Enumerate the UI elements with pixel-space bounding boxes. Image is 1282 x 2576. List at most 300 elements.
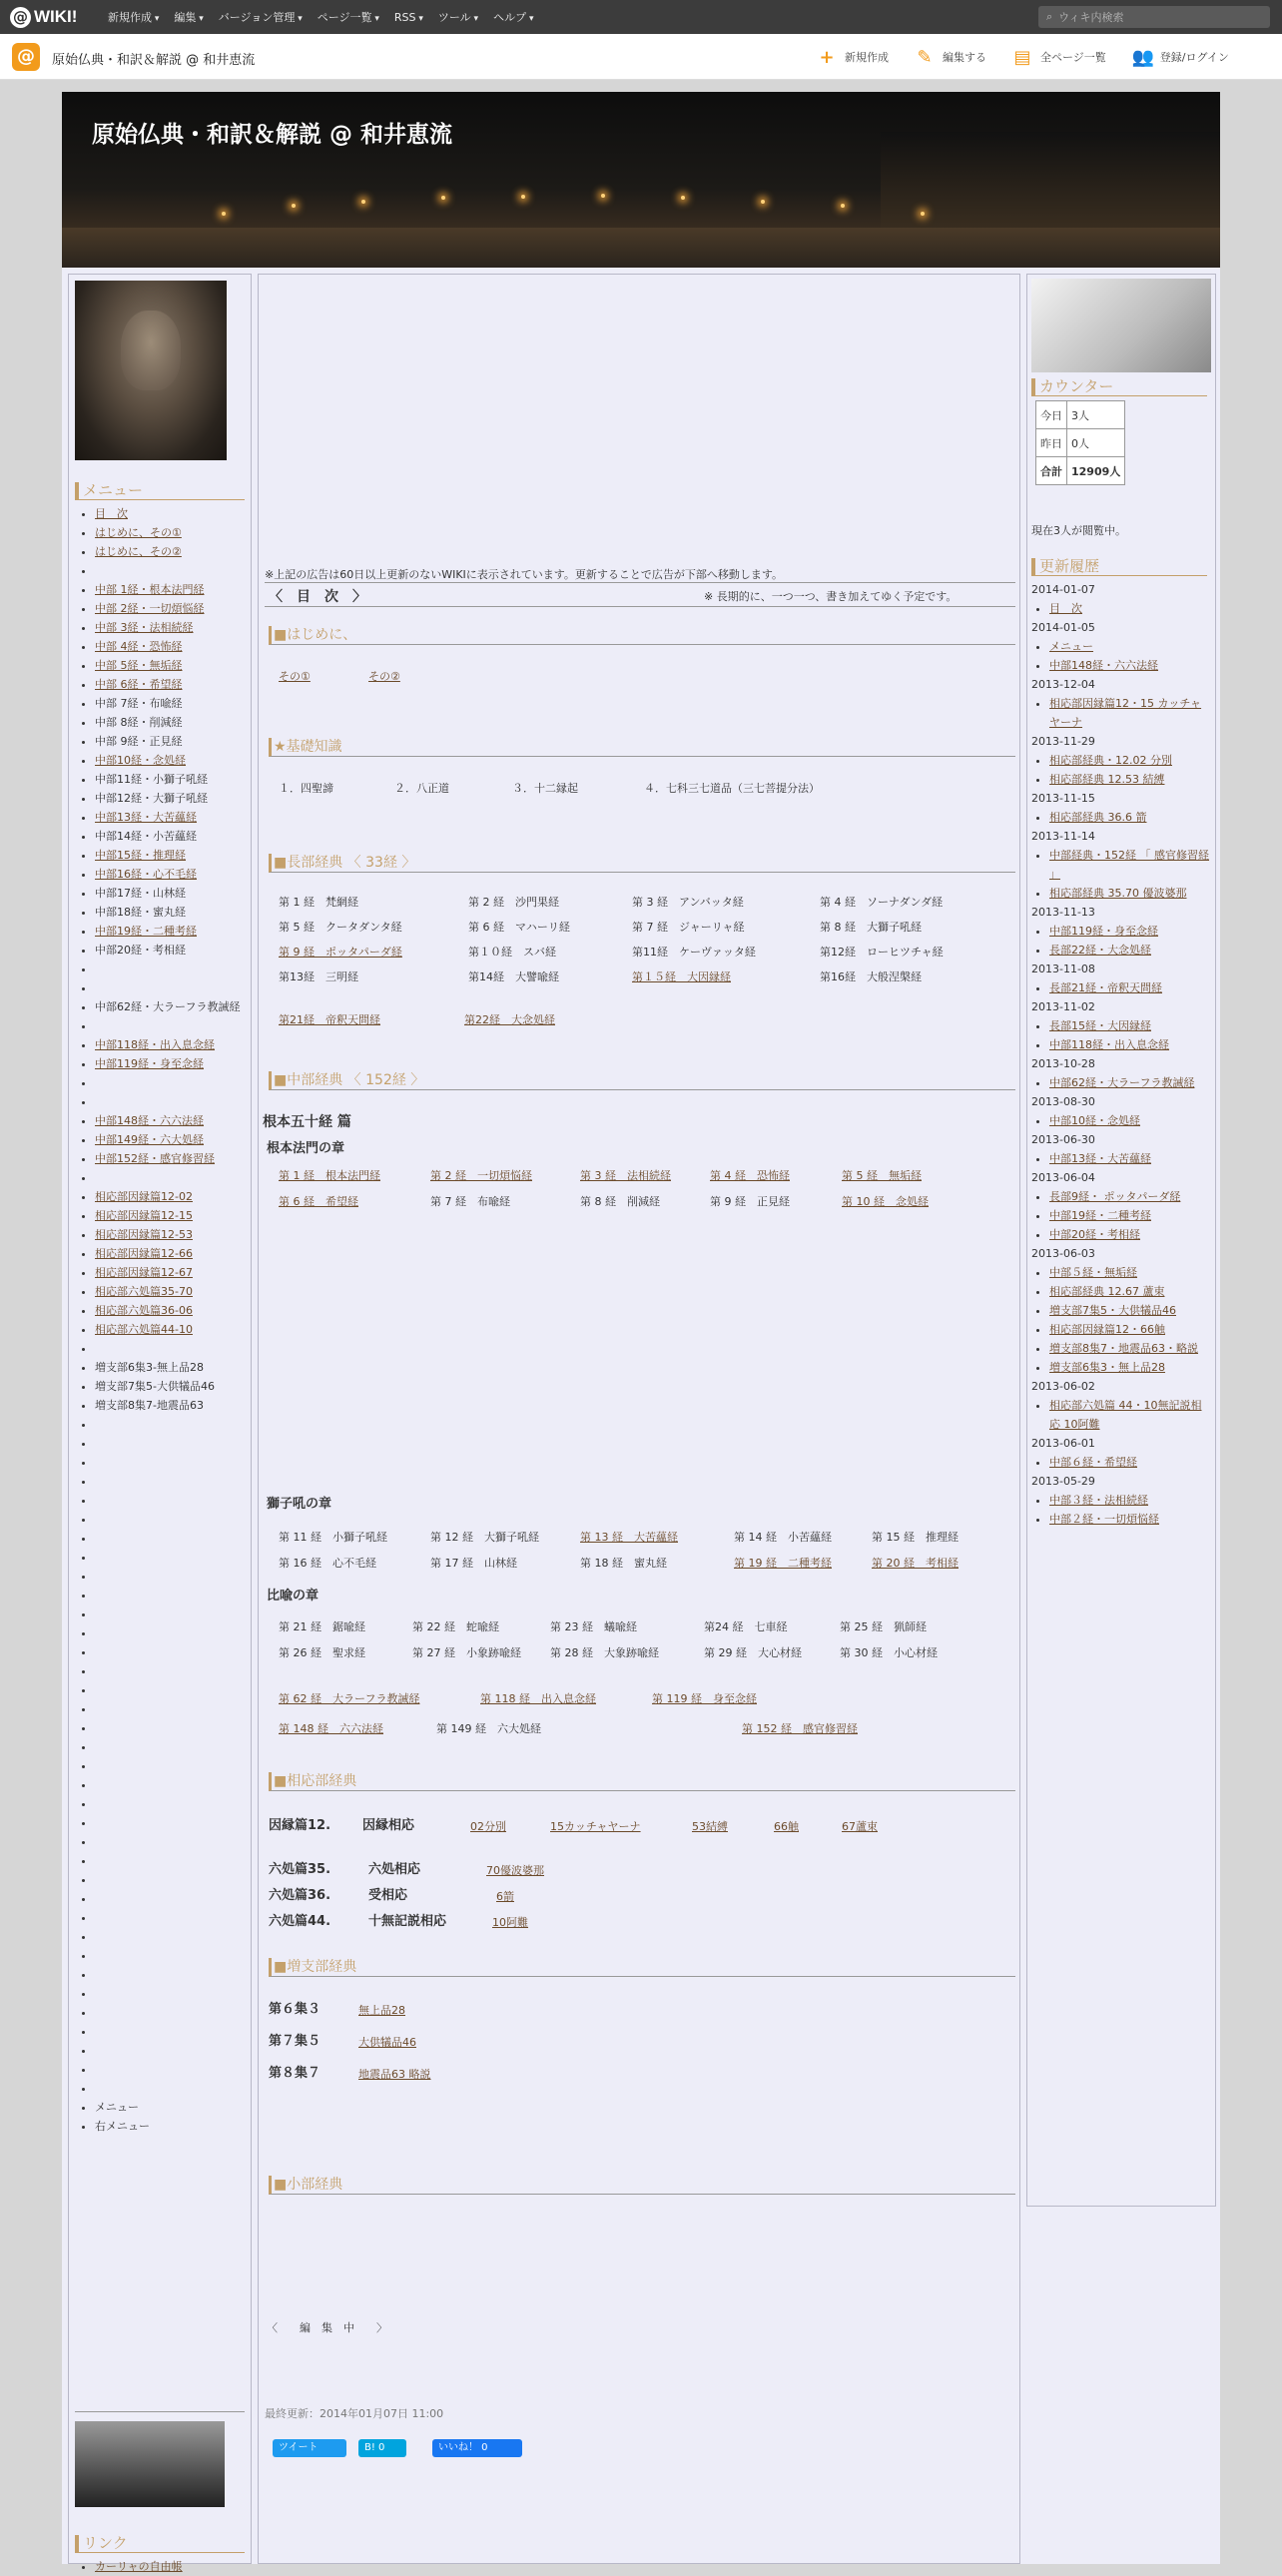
- history-item: [1049, 1073, 1211, 1092]
- history-list: [1031, 751, 1211, 789]
- menu-item-link[interactable]: 中部149経・六大処経: [95, 1133, 204, 1146]
- menu-item: [95, 2079, 245, 2098]
- menu-item-link[interactable]: 中部 5経・無垢経: [95, 659, 183, 672]
- history-item: [1049, 656, 1211, 675]
- menu-item-link[interactable]: 増支部7集5-大供犠品46: [95, 1380, 215, 1393]
- intro-link[interactable]: その②: [368, 670, 400, 683]
- street-light: [361, 200, 365, 204]
- dn-item: 第12経 ローヒツチャ経: [820, 946, 944, 959]
- history-link[interactable]: 相応部経典 12.53 結縛: [1049, 773, 1165, 786]
- top-menu-item[interactable]: RSS ▾: [394, 11, 423, 24]
- menu-item-link[interactable]: 中部 2経・一切煩悩経: [95, 602, 205, 615]
- mn-item[interactable]: 第 6 経 希望経: [279, 1195, 358, 1208]
- menu-item-link[interactable]: 中部10経・念処経: [95, 754, 186, 767]
- menu-item: [95, 713, 245, 732]
- intro-link[interactable]: その①: [279, 670, 311, 683]
- history-link[interactable]: 長部21経・帝釈天問経: [1049, 981, 1162, 994]
- left-menu: [75, 504, 245, 2136]
- menu-item-link[interactable]: はじめに、その②: [95, 545, 182, 558]
- share-button-0[interactable]: ツイート: [273, 2439, 346, 2457]
- history-link[interactable]: 中部13経・大苦蘊経: [1049, 1152, 1151, 1165]
- dn-item: 第１０経 スバ経: [468, 946, 556, 959]
- menu-item: [95, 846, 245, 865]
- menu-item: [95, 1813, 245, 1832]
- mn-item: 第 25 経 猟師経: [840, 1620, 927, 1633]
- menu-item-link[interactable]: 相応部六処篇35-70: [95, 1285, 193, 1298]
- menu-item: [95, 1908, 245, 1927]
- history-link[interactable]: 中部10経・念処経: [1049, 1114, 1140, 1127]
- menu-item-link[interactable]: 相応部因縁篇12-02: [95, 1190, 193, 1203]
- history-item: [1049, 978, 1211, 997]
- history-list: [1031, 922, 1211, 960]
- menu-item: [95, 1642, 245, 1661]
- an-label: 第８集７: [269, 2066, 321, 2081]
- menu-item-link[interactable]: 相応部因縁篇12-53: [95, 1228, 193, 1241]
- editing-note: 〈 編 集 中 〉: [267, 2321, 387, 2334]
- history-link[interactable]: 中部118経・出入息念経: [1049, 1038, 1169, 1051]
- history-list: [1031, 1453, 1211, 1472]
- menu-item-link[interactable]: 中部 8経・削減経: [95, 716, 183, 729]
- dn-item: 第 6 経 マハーリ経: [468, 921, 570, 934]
- history-link[interactable]: 中部119経・身至念経: [1049, 925, 1158, 938]
- mn-item: 第 26 経 聖求経: [279, 1646, 365, 1659]
- mn-item: 第 16 経 心不毛経: [279, 1557, 376, 1570]
- menu-item: [95, 1680, 245, 1699]
- menu-item: [95, 1775, 245, 1794]
- history-date: 2013-11-13: [1031, 906, 1095, 919]
- top-menu-item[interactable]: ツール ▾: [438, 9, 478, 25]
- plus-icon: +: [819, 46, 835, 68]
- an-label: 第６集３: [269, 2002, 321, 2017]
- menu-item: [95, 1434, 245, 1453]
- menu-item: [95, 675, 245, 694]
- counter-label: 今日: [1036, 401, 1067, 429]
- header-action-2[interactable]: [1012, 47, 1106, 68]
- mn-item[interactable]: 第 13 経 大苦蘊経: [580, 1531, 678, 1544]
- atwiki-logo[interactable]: @ WIKI!: [10, 6, 77, 28]
- menu-item: [95, 997, 245, 1016]
- top-navbar: [0, 0, 1282, 34]
- history-item: [1049, 1453, 1211, 1472]
- menu-item-link[interactable]: 中部11経・小獅子吼経: [95, 773, 208, 786]
- dn-item: 第13経 三明経: [279, 970, 358, 983]
- history-link[interactable]: 中部20経・考相経: [1049, 1228, 1140, 1241]
- mn-item: 第 15 経 推理経: [872, 1531, 959, 1544]
- dn-item[interactable]: 第22経 大念処経: [464, 1013, 555, 1026]
- menu-item: [95, 2117, 245, 2136]
- history-date: 2013-11-08: [1031, 963, 1095, 975]
- menu-item-link[interactable]: 中部119経・身至念経: [95, 1057, 204, 1070]
- menu-item-link[interactable]: メニュー: [95, 2101, 139, 2114]
- history-list: [1031, 1263, 1211, 1377]
- history-item: [1049, 751, 1211, 770]
- menu-item-link[interactable]: 相応部因縁篇12-66: [95, 1247, 193, 1260]
- menu-item-link[interactable]: 中部16経・心不毛経: [95, 868, 197, 881]
- top-menu-item[interactable]: ヘルプ ▾: [493, 9, 533, 25]
- menu-item: [95, 1699, 245, 1718]
- dn-item[interactable]: 第１５経 大因縁経: [632, 970, 731, 983]
- sn-sub: 因縁相応: [362, 1818, 415, 1833]
- last-updated: 最終更新：2014年01月07日 11:00: [265, 2407, 444, 2420]
- menu-item: [95, 1946, 245, 1965]
- dn-item[interactable]: 第21経 帝釈天問経: [279, 1013, 380, 1026]
- users-icon: 👥: [1131, 46, 1155, 68]
- top-menu-item[interactable]: 編集 ▾: [174, 9, 203, 25]
- menu-item-link[interactable]: 中部14経・小苦蘊経: [95, 830, 197, 843]
- menu-item-link[interactable]: 中部 3経・法相続経: [95, 621, 194, 634]
- history-date: 2013-08-30: [1031, 1095, 1095, 1108]
- history-item: [1049, 1111, 1211, 1130]
- history-date: 2013-11-02: [1031, 1000, 1095, 1013]
- mn-item[interactable]: 第 62 経 大ラーフラ教誡経: [279, 1692, 420, 1705]
- section-heading: ■小部経典: [269, 2176, 1015, 2195]
- menu-item: [95, 1623, 245, 1642]
- menu-item: [95, 618, 245, 637]
- chapter-heading: 根本法門の章: [267, 1141, 345, 1156]
- history-list: [1031, 694, 1211, 732]
- menu-item: [95, 2003, 245, 2022]
- menu-item: [95, 1794, 245, 1813]
- header-action-3[interactable]: [1132, 47, 1229, 68]
- menu-item-link[interactable]: はじめに、その①: [95, 526, 182, 539]
- menu-item-link[interactable]: 中部12経・大獅子吼経: [95, 792, 208, 805]
- menu-item: [95, 1548, 245, 1567]
- menu-item-link[interactable]: 中部 9経・正見経: [95, 735, 183, 748]
- menu-item-link[interactable]: 中部13経・大苦蘊経: [95, 811, 197, 824]
- menu-item: [95, 1377, 245, 1396]
- mn-item[interactable]: 第 118 経 出入息念経: [480, 1692, 596, 1705]
- mn-item[interactable]: 第 119 経 身至念経: [652, 1692, 757, 1705]
- menu-item: [95, 789, 245, 808]
- history-link[interactable]: 中部148経・六六法経: [1049, 659, 1158, 672]
- dn-item: 第14経 大譬喩経: [468, 970, 559, 983]
- mn-item[interactable]: 第 152 経 感官修習経: [742, 1722, 858, 1735]
- header-action-label: 編集する: [943, 51, 986, 64]
- history-item: [1049, 599, 1211, 618]
- menu-item: [95, 1927, 245, 1946]
- chapter-heading: 比喩の章: [267, 1589, 320, 1604]
- counter-value: 3人: [1067, 401, 1125, 429]
- history-link[interactable]: 中部３経・法相続経: [1049, 1494, 1148, 1507]
- menu-item: [95, 1605, 245, 1623]
- history-item: [1049, 1225, 1211, 1244]
- history-item: [1049, 1510, 1211, 1529]
- mn-item: 第 22 経 蛇喩経: [412, 1620, 499, 1633]
- menu-item: [95, 1756, 245, 1775]
- sn-link[interactable]: 67蘆束: [842, 1820, 878, 1833]
- menu-item-link[interactable]: 中部19経・二種考経: [95, 925, 197, 938]
- street-light: [521, 195, 525, 199]
- menu-item: [95, 1016, 245, 1035]
- mn-item[interactable]: 第 1 経 根本法門経: [279, 1169, 380, 1182]
- history-item: [1049, 808, 1211, 827]
- dn-item: 第11経 ケーヴァッタ経: [632, 946, 756, 959]
- sn-label: 六処篇44.: [269, 1914, 331, 1929]
- counter-label: 合計: [1036, 457, 1067, 485]
- menu-item-link[interactable]: 増支部6集3-無上品28: [95, 1361, 204, 1374]
- menu-item: [95, 903, 245, 922]
- mn-item[interactable]: 第 20 経 考相経: [872, 1557, 959, 1570]
- history-date: 2013-06-04: [1031, 1171, 1095, 1184]
- menu-item-link[interactable]: 相応部六処篇44-10: [95, 1323, 193, 1336]
- menu-item: [95, 1491, 245, 1510]
- history-item: [1049, 1301, 1211, 1320]
- dn-item[interactable]: 第 9 経 ポッタパーダ経: [279, 946, 402, 959]
- mn-item: 第 30 経 小心材経: [840, 1646, 938, 1659]
- history-link[interactable]: 長部22経・大念処経: [1049, 944, 1151, 957]
- dn-item: 第 5 経 クータダンタ経: [279, 921, 402, 934]
- menu-item: [95, 751, 245, 770]
- menu-item: [95, 865, 245, 884]
- toc-rule: [265, 606, 1015, 607]
- tree-image: [75, 2421, 225, 2507]
- main-content: [258, 274, 1020, 2564]
- menu-item: [95, 1073, 245, 1092]
- history-item: [1049, 637, 1211, 656]
- history-date: 2013-06-02: [1031, 1380, 1095, 1393]
- history-item: [1049, 1206, 1211, 1225]
- menu-item: [95, 960, 245, 978]
- menu-item: [95, 1130, 245, 1149]
- header-action-label: 全ページ一覧: [1040, 51, 1106, 64]
- mn-item: 第 29 経 大心材経: [704, 1646, 802, 1659]
- basic-item: １．四聖諦: [279, 782, 333, 795]
- history-item: [1049, 1491, 1211, 1510]
- menu-item-link[interactable]: 中部152経・感官修習経: [95, 1152, 215, 1165]
- menu-item: [95, 637, 245, 656]
- basic-item: ２．八正道: [394, 782, 449, 795]
- menu-item-link[interactable]: 中部 4経・恐怖経: [95, 640, 183, 653]
- mn-item[interactable]: 第 4 経 恐怖経: [710, 1169, 790, 1182]
- menu-item: [95, 1320, 245, 1339]
- history-link[interactable]: 長部9経・ ポッタパーダ経: [1049, 1190, 1181, 1203]
- menu-item: [95, 770, 245, 789]
- menu-item-link[interactable]: 中部62経・大ラーフラ教誡経: [95, 1000, 241, 1013]
- street-light: [441, 196, 445, 200]
- mn-item: 第 21 経 鋸喩経: [279, 1620, 365, 1633]
- header-action-label: 登録/ログイン: [1159, 51, 1229, 64]
- header-action-1[interactable]: [915, 47, 986, 68]
- history-item: [1049, 1282, 1211, 1301]
- menu-item-link[interactable]: 右メニュー: [95, 2120, 150, 2133]
- mn-item[interactable]: 第 148 経 六六法経: [279, 1722, 383, 1735]
- menu-item: [95, 1586, 245, 1605]
- menu-item-link[interactable]: 目 次: [95, 507, 128, 520]
- history-link[interactable]: メニュー: [1049, 640, 1093, 653]
- history-link[interactable]: 増支部7集5・大供犠品46: [1049, 1304, 1176, 1317]
- header-actions: [817, 34, 1229, 80]
- history-link[interactable]: 相応部経典 36.6 箭: [1049, 811, 1147, 824]
- history-link[interactable]: 中部62経・大ラーフラ教誡経: [1049, 1076, 1195, 1089]
- sn-link[interactable]: 70優波婆那: [486, 1864, 544, 1877]
- mn-item: 第 27 経 小象跡喩経: [412, 1646, 521, 1659]
- sn-link[interactable]: 02分別: [470, 1820, 506, 1833]
- sn-link[interactable]: 15カッチャヤーナ: [550, 1820, 641, 1833]
- menu-item: [95, 1263, 245, 1282]
- menu-item: [95, 1510, 245, 1529]
- history-date: 2013-11-15: [1031, 792, 1095, 805]
- history-link[interactable]: 増支部8集7・地震品63・略説: [1049, 1342, 1198, 1355]
- an-label: 第７集５: [269, 2034, 321, 2049]
- menu-item-link[interactable]: 相応部六処篇36-06: [95, 1304, 193, 1317]
- history-link[interactable]: 中部６経・希望経: [1049, 1456, 1137, 1469]
- history-link[interactable]: 長部15経・大因縁経: [1049, 1019, 1151, 1032]
- history-item: [1049, 941, 1211, 960]
- search-input[interactable]: ⌕ ウィキ内検索: [1038, 6, 1270, 28]
- history-item: [1049, 1263, 1211, 1282]
- pencil-icon: ✎: [917, 46, 933, 68]
- street-light: [841, 204, 845, 208]
- mn-item[interactable]: 第 10 経 念処経: [842, 1195, 929, 1208]
- sn-sub: 受相応: [368, 1888, 408, 1903]
- menu-item-link[interactable]: 中部17経・山林経: [95, 887, 186, 900]
- menu-item: [95, 1187, 245, 1206]
- mn-item: 第 149 経 六大処経: [436, 1722, 541, 1735]
- counter-value: 0人: [1067, 429, 1125, 457]
- menu-item: [95, 2098, 245, 2117]
- share-button-2[interactable]: いいね！ 0: [432, 2439, 522, 2457]
- history-link[interactable]: 中部経典・152経 「 感官修習経 」: [1049, 849, 1209, 881]
- site-logo[interactable]: @: [12, 43, 40, 71]
- mn-item: 第 14 経 小苦蘊経: [734, 1531, 832, 1544]
- section-heading: ■増支部経典: [269, 1958, 1015, 1977]
- menu-item: [95, 1415, 245, 1434]
- history-link[interactable]: 増支部6集3・無上品28: [1049, 1361, 1165, 1374]
- chapter-heading: 獅子吼の章: [267, 1497, 332, 1512]
- menu-item-link[interactable]: 相応部因縁篇12-67: [95, 1266, 193, 1279]
- dn-item: 第 4 経 ソーナダンダ経: [820, 896, 944, 909]
- header-action-0[interactable]: [817, 47, 889, 68]
- mn-item: 第 9 経 正見経: [710, 1195, 790, 1208]
- history-item: [1049, 1035, 1211, 1054]
- history-link[interactable]: 相応部六処篇 44・10無記説相応 10阿難: [1049, 1399, 1202, 1431]
- history-list: [1031, 1111, 1211, 1130]
- history-date: 2013-06-03: [1031, 1247, 1095, 1260]
- section-heading: ★基礎知識: [269, 738, 1015, 757]
- menu-item: [95, 1282, 245, 1301]
- menu-item: [95, 2041, 245, 2060]
- menu-item: [95, 2022, 245, 2041]
- menu-item-link[interactable]: 中部 1経・根本法門経: [95, 583, 205, 596]
- cat-image: [1031, 279, 1211, 372]
- menu-item-link[interactable]: 中部148経・六六法経: [95, 1114, 204, 1127]
- menu-item-link[interactable]: 増支部8集7-地震品63: [95, 1399, 204, 1412]
- history-link[interactable]: 相応部因縁篇12・66触: [1049, 1323, 1165, 1336]
- sn-label: 因縁篇12.: [269, 1818, 331, 1833]
- mn-subheading: 根本五十経 篇: [263, 1114, 351, 1130]
- menu-item: [95, 884, 245, 903]
- sn-sub: 十無記説相応: [368, 1914, 447, 1929]
- share-button-1[interactable]: B! 0: [358, 2439, 406, 2457]
- top-menu-item[interactable]: ページ一覧 ▾: [318, 9, 379, 25]
- section-heading: ■相応部経典: [269, 1772, 1015, 1791]
- mn-item: 第 11 経 小獅子吼経: [279, 1531, 387, 1544]
- menu-item: [95, 523, 245, 542]
- menu-item-link[interactable]: 相応部因縁篇12-15: [95, 1209, 193, 1222]
- history-item: [1049, 1016, 1211, 1035]
- history-heading: 更新履歴: [1031, 558, 1207, 576]
- mn-item[interactable]: 第 2 経 一切煩悩経: [430, 1169, 532, 1182]
- site-title[interactable]: 原始仏典・和訳＆解説 @ 和井恵流: [52, 53, 256, 68]
- an-link[interactable]: 大供犠品46: [358, 2036, 416, 2049]
- menu-item: [95, 580, 245, 599]
- menu-item-link[interactable]: 中部18経・蜜丸経: [95, 906, 186, 919]
- menu-item-link[interactable]: 中部118経・出入息念経: [95, 1038, 215, 1051]
- basic-item: ３．十二縁起: [512, 782, 578, 795]
- menu-item: [95, 978, 245, 997]
- history-list: [1031, 1149, 1211, 1168]
- history-item: [1049, 1320, 1211, 1339]
- history-link[interactable]: 相応部経典・12.02 分別: [1049, 754, 1172, 767]
- left-sidebar: [68, 274, 252, 2573]
- menu-item: [95, 2060, 245, 2079]
- sn-sub: 六処相応: [368, 1862, 421, 1877]
- top-menu-item[interactable]: 新規作成 ▾: [108, 9, 159, 25]
- sn-link[interactable]: 6箭: [496, 1890, 514, 1903]
- mn-item: 第 7 経 布喩経: [430, 1195, 510, 1208]
- menu-item-link[interactable]: 中部 6経・希望経: [95, 678, 183, 691]
- history-list: [1031, 599, 1211, 618]
- sn-link[interactable]: 66触: [774, 1820, 799, 1833]
- history-list: [1031, 1491, 1211, 1529]
- history-list: [1031, 808, 1211, 827]
- sn-link[interactable]: 53結縛: [692, 1820, 728, 1833]
- header-action-label: 新規作成: [845, 51, 889, 64]
- link-item[interactable]: カーリャの自由帳: [95, 2560, 183, 2573]
- menu-item: [95, 1737, 245, 1756]
- history-item: [1049, 1396, 1211, 1434]
- menu-item: [95, 1396, 245, 1415]
- toc-line: [265, 582, 1015, 583]
- right-sidebar: [1026, 274, 1216, 2207]
- menu-item: [95, 1168, 245, 1187]
- street-light: [292, 204, 296, 208]
- banner-title[interactable]: 原始仏典・和訳＆解説 @ 和井恵流: [92, 122, 453, 148]
- an-link[interactable]: 無上品28: [358, 2004, 405, 2017]
- history-link[interactable]: 相応部経典 12.67 蘆束: [1049, 1285, 1165, 1298]
- history-link[interactable]: 相応部経典 35.70 優波婆那: [1049, 887, 1187, 900]
- mn-item[interactable]: 第 3 経 法相続経: [580, 1169, 671, 1182]
- dn-item: 第 8 経 大獅子吼経: [820, 921, 922, 934]
- menu-item-link[interactable]: 中部20経・考相経: [95, 944, 186, 957]
- menu-item: [95, 1984, 245, 2003]
- history-item: [1049, 1149, 1211, 1168]
- history-list: [1031, 1073, 1211, 1092]
- menu-item: [95, 941, 245, 960]
- mn-item: 第 8 経 削減経: [580, 1195, 660, 1208]
- history-link[interactable]: 中部５経・無垢経: [1049, 1266, 1137, 1279]
- top-menu-item[interactable]: バージョン管理 ▾: [219, 9, 303, 25]
- menu-item-link[interactable]: 中部15経・推理経: [95, 849, 186, 862]
- history-link[interactable]: 中部19経・二種考経: [1049, 1209, 1151, 1222]
- history-link[interactable]: 相応部因縁篇12・15 カッチャヤーナ: [1049, 697, 1202, 729]
- menu-item: [95, 1054, 245, 1073]
- menu-item: [95, 1718, 245, 1737]
- menu-item: [95, 1870, 245, 1889]
- history-date: 2013-11-29: [1031, 735, 1095, 748]
- menu-item: [95, 1453, 245, 1472]
- search-icon: ⌕: [1046, 10, 1053, 23]
- sn-link[interactable]: 10阿難: [492, 1916, 528, 1929]
- history-item: [1049, 1187, 1211, 1206]
- menu-item-link[interactable]: 中部 7経・布喩経: [95, 697, 183, 710]
- history-link[interactable]: 中部２経・一切煩悩経: [1049, 1513, 1159, 1526]
- dn-item: 第 3 経 アンバッタ経: [632, 896, 744, 909]
- history-link[interactable]: 目 次: [1049, 602, 1082, 615]
- an-link[interactable]: 地震品63 略説: [358, 2068, 431, 2081]
- mn-item[interactable]: 第 5 経 無垢経: [842, 1169, 922, 1182]
- mn-item[interactable]: 第 19 経 二種考経: [734, 1557, 832, 1570]
